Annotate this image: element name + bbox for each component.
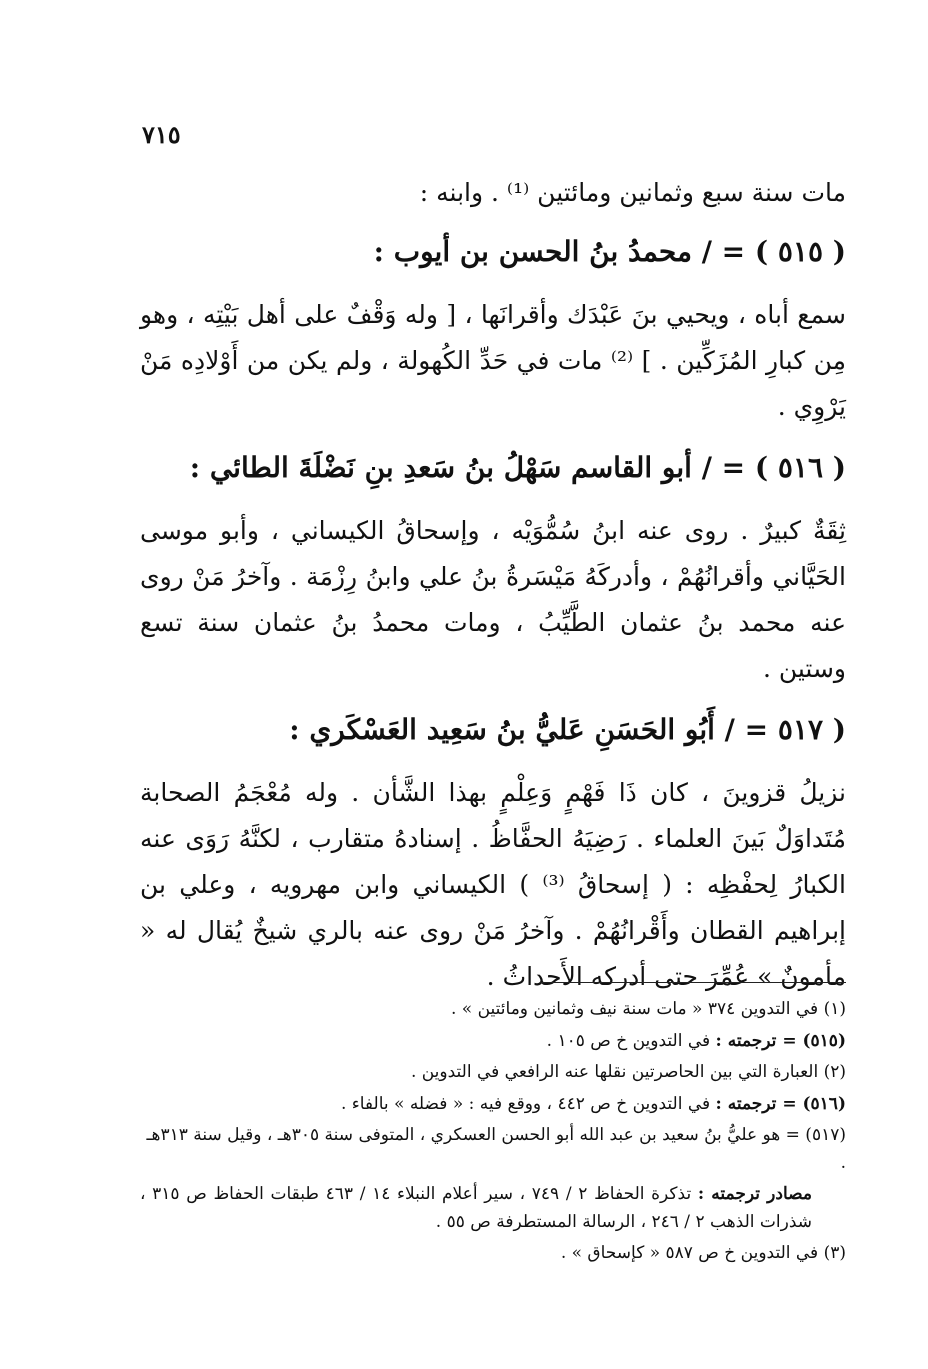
footnote-516-label: (٥١٦) = ترجمته : bbox=[715, 1093, 846, 1114]
footnote-515-label: (٥١٥) = ترجمته : bbox=[715, 1030, 846, 1051]
footnote-516 bbox=[140, 1091, 846, 1119]
footnote-1 bbox=[140, 996, 846, 1024]
footnote-2-text: (٢) العبارة التي بين الحاصرتين نقلها عنه الرافعي في التدوين . bbox=[410, 1062, 846, 1082]
footnote-517-text: (٥١٧) = هو عليُّ بنُ سعيد بن عبد الله أبو الحسن العسكري ، المتوفى سنة ٣٠٥هـ ، وقيل سنة ٣١٣هـ . bbox=[146, 1125, 846, 1173]
entry-body-516: ثِقَةٌ كبيرٌ . روى عنه ابنُ سُمُّوَيْه ، وإسحاقُ الكيساني ، وأبو موسى الحَيَّاني وأقرانُهُمْ ، وأدركَهُ مَيْسَرةُ بنُ علي وابنُ رِزْمَة . وآخرُ مَنْ روى عنه محمد بنُ عثمان الطَّيِّبُ ، ومات محمدُ بنُ عثمان سنة تسع وستين . bbox=[140, 516, 846, 683]
entry-heading-515: ( ٥١٥ ) = / محمدُ بنُ الحسن بن أيوب : bbox=[373, 235, 846, 268]
main-text bbox=[140, 170, 846, 1016]
footnote-separator bbox=[540, 982, 846, 983]
footnote-517 bbox=[140, 1122, 846, 1177]
footnote-517-sources bbox=[140, 1181, 846, 1236]
footnotes bbox=[140, 996, 846, 1272]
footnote-3 bbox=[140, 1240, 846, 1268]
footnote-517-sources-text: تذكرة الحفاظ ٢ / ٧٤٩ ، سير أعلام النبلاء ١٤ / ٤٦٣ طبقات الحفاظ ص ٣١٥ ، شذرات الذهب ٢ / ٢٤٦ ، الرسالة المستطرفة ص ٥٥ . bbox=[140, 1184, 812, 1232]
footnote-1-text: (١) في التدوين ٣٧٤ « مات سنة نيف وثمانين ومائتين » . bbox=[450, 999, 846, 1019]
footnote-516-text: في التدوين خ ص ٤٤٢ ، ووقع فيه : « فضله » بالفاء . bbox=[340, 1093, 716, 1114]
footnote-515 bbox=[140, 1028, 846, 1056]
footnote-2 bbox=[140, 1059, 846, 1087]
entry-body-515: سمع أباه ، ويحيي بنَ عَبْدَك وأقرانَها ، [ وله وَقْفٌ على أهل بَيْتِه ، وهو مِن كبارِ المُزَكِّين . ] ⁽²⁾ مات في حَدِّ الكُهولة ، ولم يكن من أَوْلادِه مَنْ يَرْوِي . bbox=[140, 300, 847, 421]
entry-heading-516: ( ٥١٦ ) = / أبو القاسم سَهْلُ بنُ سَعدِ بنِ نَضْلَةَ الطائي : bbox=[189, 451, 846, 484]
footnote-3-text: (٣) في التدوين خ ص ٥٨٧ « كإسحاق » . bbox=[560, 1243, 846, 1263]
footnote-515-text: في التدوين خ ص ١٠٥ . bbox=[546, 1030, 716, 1051]
entry-heading-517: ( ٥١٧ = / أَبُو الحَسَنِ عَليُّ بنُ سَعِيد العَسْكَري : bbox=[289, 713, 846, 746]
entry-body-517: نزيلُ قزوينَ ، كان ذَا فَهْمٍ وَعِلْمٍ بهذا الشَّأن . وله مُعْجَمُ الصحابة مُتَداوَلٌ بَينَ العلماء . رَضِيَهُ الحفَّاظُ . إسنادهُ متقارب ، لكنَّهُ رَوَى عنه الكبارُ لِحفْظِه : ( إسحاقُ ⁽³⁾ ) الكيساني وابن مهرويه ، وعلي بن إبراهيم القطان وأَقْرانُهُمْ . وآخرُ مَنْ روى عنه بالري شيخٌ يُقال له « مأمونٌ » عُمِّرَ حتى أدركه الأَحداثُ . bbox=[140, 778, 846, 991]
intro-line: مات سنة سبع وثمانين ومائتين ⁽¹⁾ . وابنه : bbox=[419, 178, 846, 207]
footnote-517-sources-label: مصادر ترجمته : bbox=[697, 1184, 812, 1204]
page-number: ٧١٥ bbox=[142, 120, 181, 149]
